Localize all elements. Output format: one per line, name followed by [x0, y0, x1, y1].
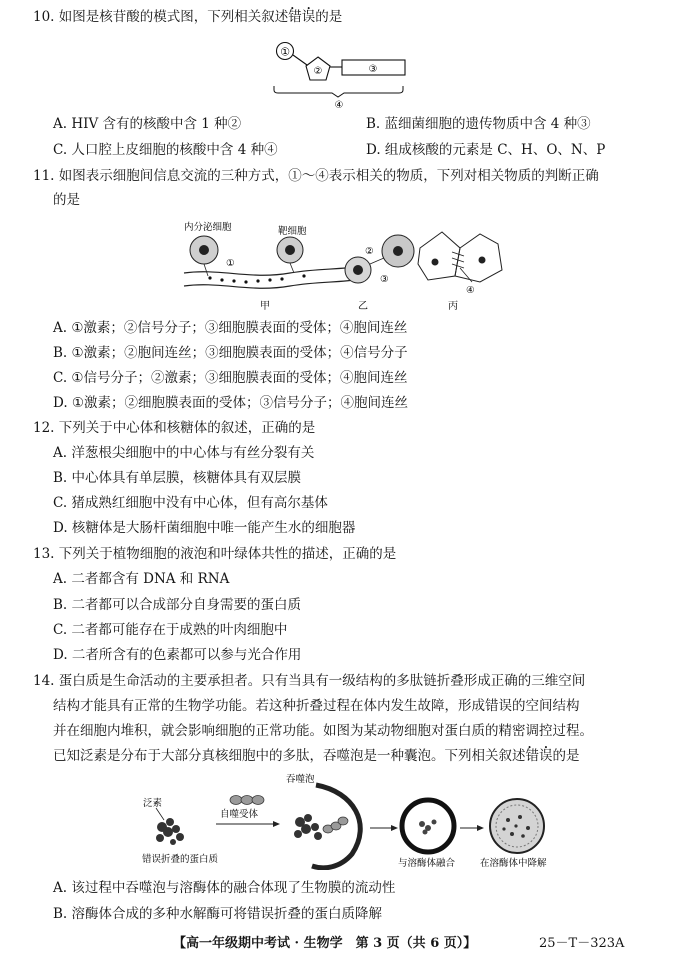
- q11-stem-line2: 的是: [53, 192, 80, 208]
- q12-option-b: B. 中心体具有单层膜，核糖体具有双层膜: [53, 470, 302, 486]
- endocrine-cell-label: 内分泌细胞: [184, 222, 232, 233]
- label-yi: 乙: [358, 301, 368, 312]
- label-bing: 丙: [448, 301, 458, 312]
- q14-option-a: A. 该过程中吞噬泡与溶酶体的融合体现了生物膜的流动性: [53, 880, 396, 896]
- emphasis-dots: 错误 • •: [288, 9, 315, 25]
- label-n2: ②: [365, 246, 374, 257]
- cell-communication-diagram: [180, 218, 510, 313]
- pentose-label: ②: [313, 66, 323, 77]
- q13-option-d: D. 二者所含有的色素都可以参与光合作用: [53, 647, 302, 663]
- label-n1: ①: [226, 258, 235, 269]
- receptor-beads: [230, 796, 264, 805]
- q14-stem-line3: 并在细胞内堆积，就会影响细胞的正常功能。如图为某动物细胞对蛋白质的精密调控过程。: [53, 723, 593, 739]
- fusion-label: 与溶酶体融合: [398, 858, 456, 869]
- q10-option-a: A. HIV 含有的核酸中含 1 种②: [53, 116, 242, 132]
- label-n3: ③: [380, 274, 389, 285]
- q11-stem-line1: 11. 如图表示细胞间信息交流的三种方式，①～④表示相关的物质，下列对相关物质的判断正确: [33, 168, 599, 184]
- q13-option-a: A. 二者都含有 DNA 和 RNA: [53, 571, 230, 587]
- phagophore-label: 吞噬泡: [286, 774, 315, 785]
- q12-option-c: C. 猪成熟红细胞中没有中心体，但有高尔基体: [53, 495, 328, 511]
- blood-vessel-lower: [184, 279, 360, 288]
- protein-degradation-diagram: [140, 772, 560, 870]
- q12-option-d: D. 核糖体是大肠杆菌细胞中唯一能产生水的细胞器: [53, 520, 356, 536]
- q10-option-d: D. 组成核酸的元素是 C、H、O、N、P: [366, 142, 606, 158]
- nucleotide-diagram: [262, 38, 412, 110]
- plant-cell-left: [418, 232, 460, 280]
- q12-option-a: A. 洋葱根尖细胞中的中心体与有丝分裂有关: [53, 445, 315, 461]
- nucleotide-label: ④: [334, 100, 344, 110]
- ubiquitin-label: 泛素: [143, 798, 163, 809]
- misfolded-protein-label: 错误折叠的蛋白质: [142, 854, 219, 865]
- q11-option-c: C. ①信号分子；②激素；③细胞膜表面的受体；④胞间连丝: [53, 370, 408, 386]
- q13-option-b: B. 二者都可以合成部分自身需要的蛋白质: [53, 597, 302, 613]
- q11-option-b: B. ①激素；②胞间连丝；③细胞膜表面的受体；④信号分子: [53, 345, 408, 361]
- q11-option-d: D. ①激素；②细胞膜表面的受体；③信号分子；④胞间连丝: [53, 395, 409, 411]
- exam-code: 25－T－323A: [539, 936, 625, 951]
- base-label: ③: [368, 64, 378, 75]
- q14-stem-line4: 已知泛素是分布于大部分真核细胞中的多肽，吞噬泡是一种囊泡。下列相关叙述错误 • •的是: [53, 747, 580, 765]
- q13-option-c: C. 二者都可能存在于成熟的叶肉细胞中: [53, 622, 288, 638]
- q13-stem: 13. 下列关于植物细胞的液泡和叶绿体共性的描述，正确的是: [33, 546, 397, 562]
- q10-stem: 10. 如图是核苷酸的模式图，下列相关叙述错误 • •的是: [33, 8, 342, 26]
- q10-option-c: C. 人口腔上皮细胞的核酸中含 4 种④: [53, 142, 278, 158]
- q14-stem-line2: 结构才能具有正常的生物学功能。若这种折叠过程在体内发生故障，形成错误的空间结构: [53, 698, 580, 714]
- q11-option-a: A. ①激素；②信号分子；③细胞膜表面的受体；④胞间连丝: [53, 320, 408, 336]
- target-cell-label: 靶细胞: [278, 226, 307, 237]
- q14-option-b: B. 溶酶体合成的多种水解酶可将错误折叠的蛋白质降解: [53, 906, 383, 922]
- q14-stem-line1: 14. 蛋白质是生命活动的主要承担者。只有当具有一级结构的多肽链折叠形成正确的三维空间: [33, 673, 586, 689]
- q12-stem: 12. 下列关于中心体和核糖体的叙述，正确的是: [33, 420, 316, 436]
- page-footer: 【高一年级期中考试 · 生物学 第 3 页（共 6 页）】: [173, 936, 477, 951]
- misfolded-protein-blob: [156, 818, 184, 845]
- plant-cell-right: [455, 234, 502, 282]
- blood-vessel-upper: [184, 266, 360, 275]
- emphasis-dots: 错误 • •: [526, 748, 553, 764]
- label-jia: 甲: [260, 301, 270, 312]
- degrade-label: 在溶酶体中降解: [480, 858, 547, 869]
- label-n4: ④: [466, 285, 475, 296]
- phosphate-label: ①: [280, 45, 290, 59]
- q10-option-b: B. 蓝细菌细胞的遗传物质中含 4 种③: [366, 116, 591, 132]
- receptor-label: 自噬受体: [220, 809, 259, 820]
- nucleotide-brace: [274, 86, 403, 97]
